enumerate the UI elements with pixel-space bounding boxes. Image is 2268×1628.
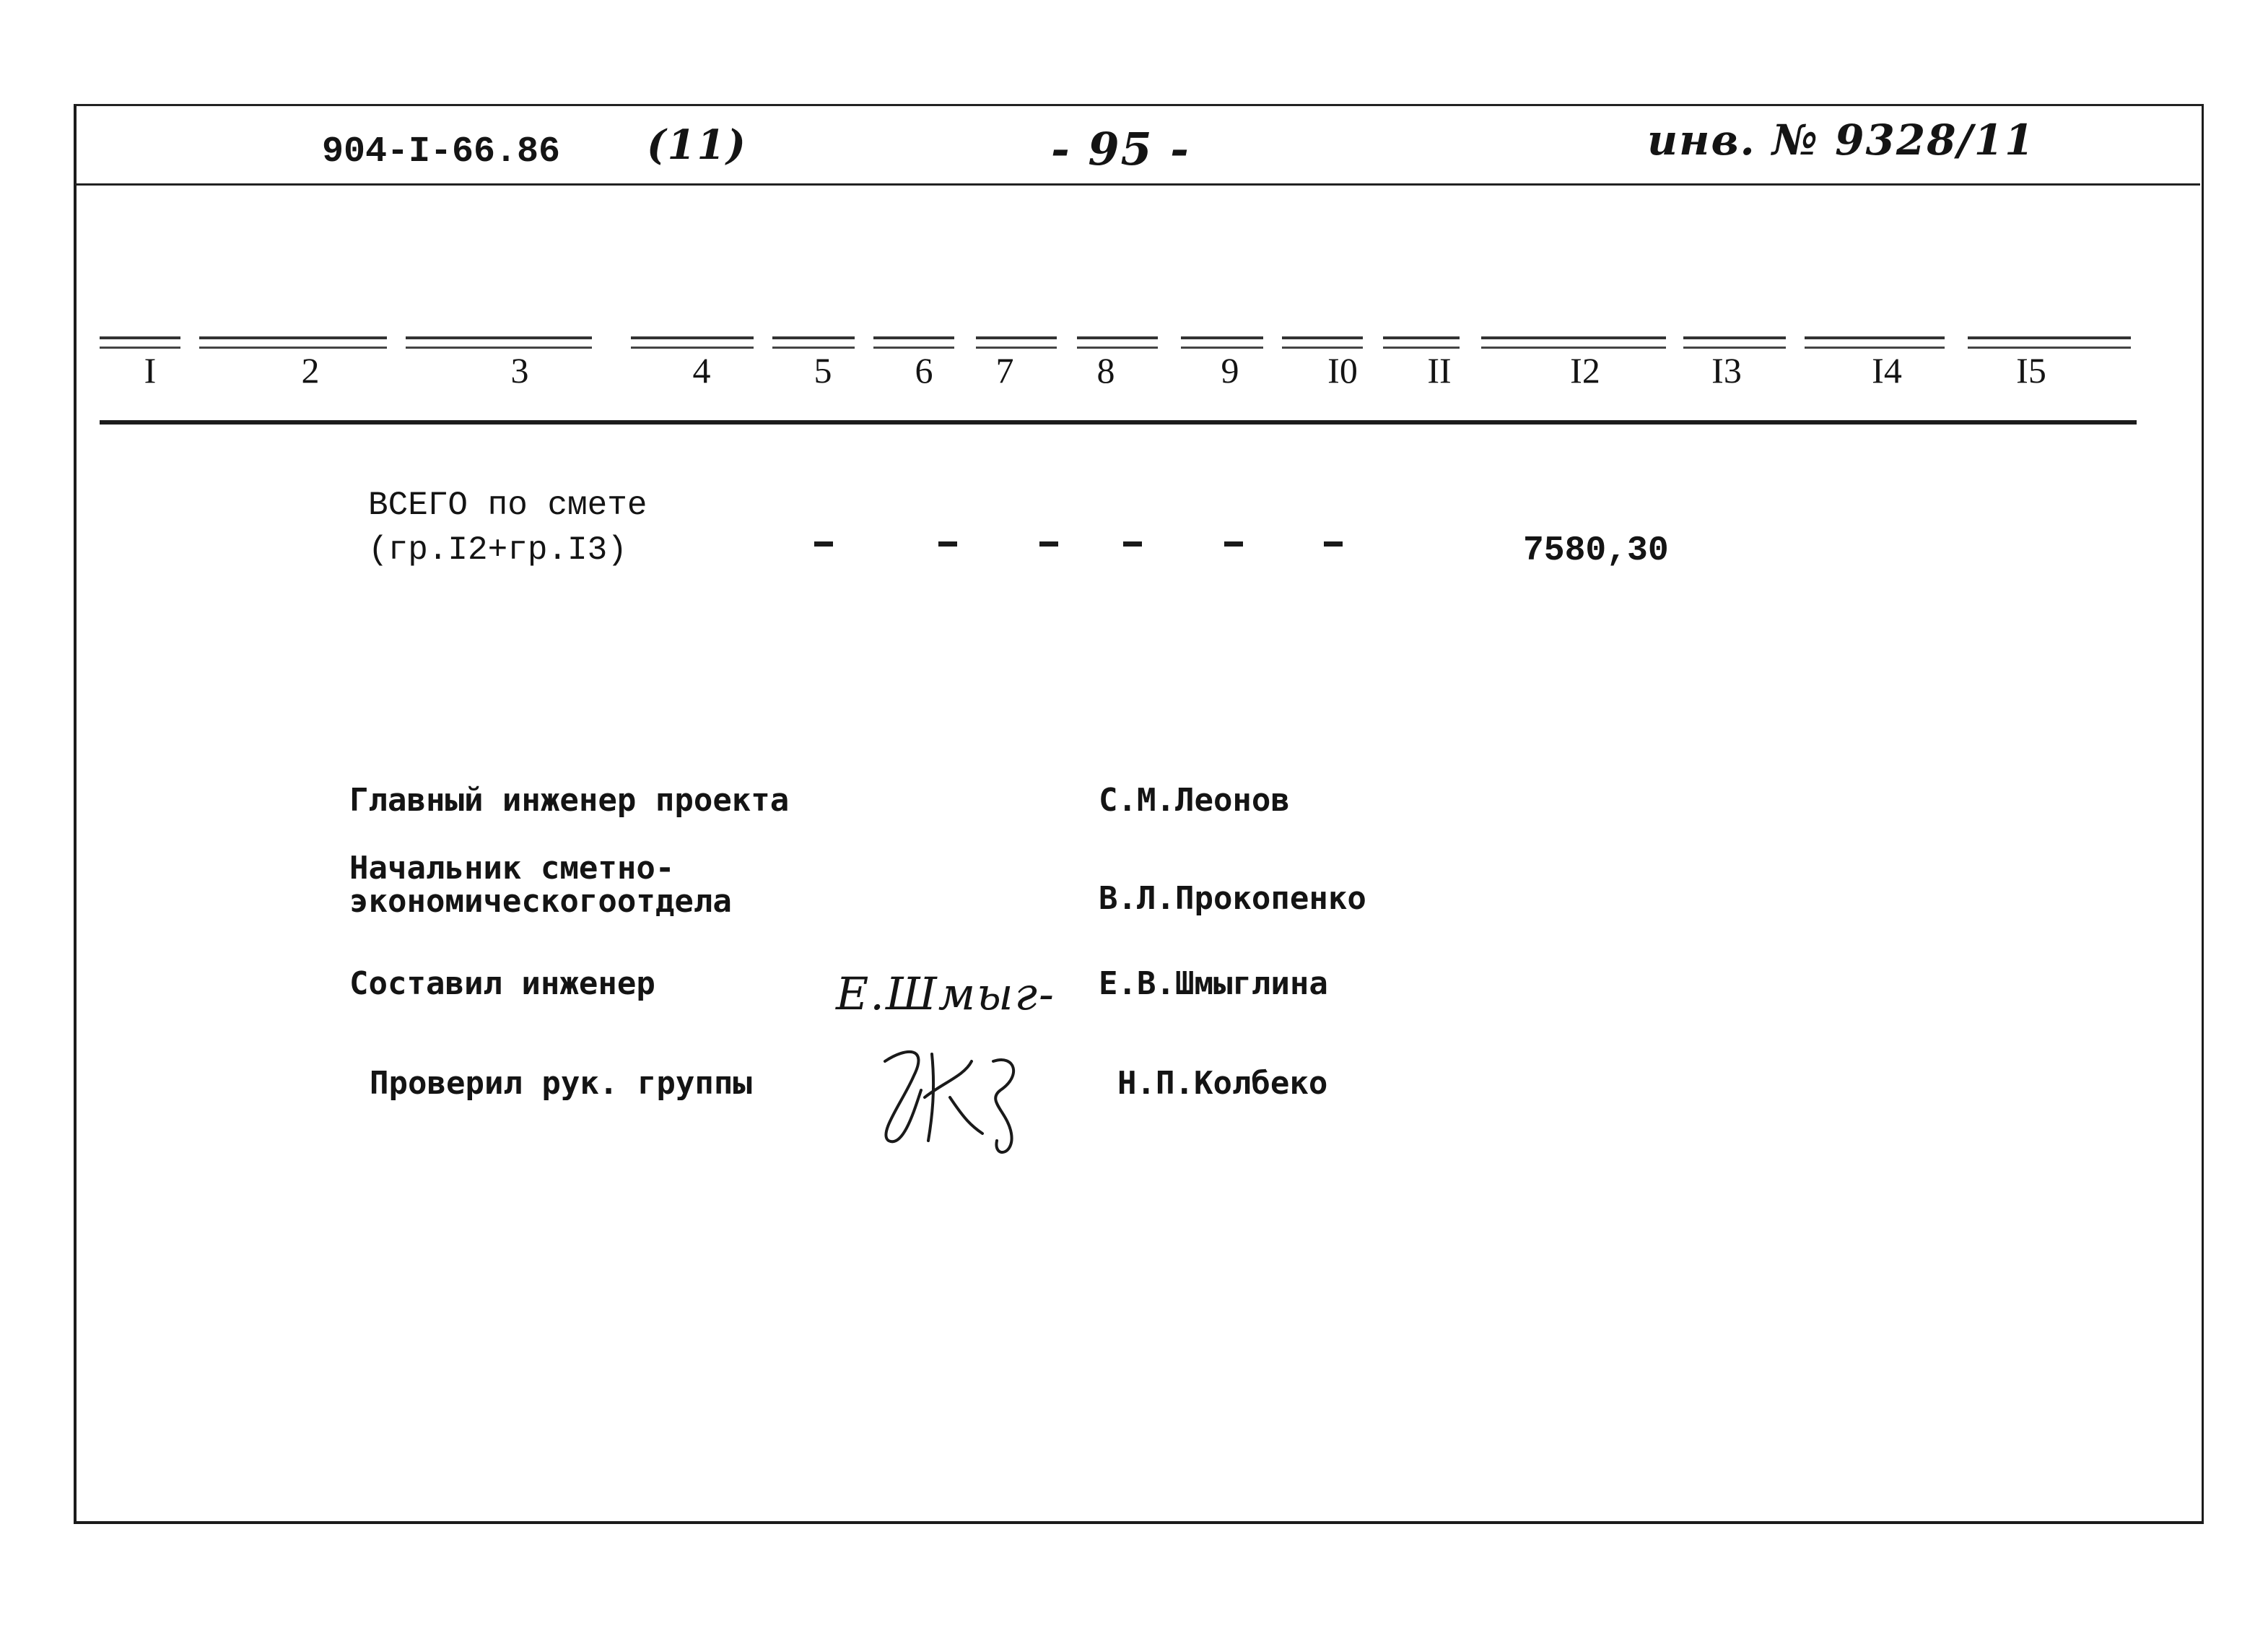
role-compiled-by: Составил инженер <box>349 965 655 1002</box>
column-dash <box>1683 336 1786 349</box>
page-number: - 95 - <box>1051 123 1190 175</box>
role-department-head-line1: Начальник сметно- <box>349 850 675 887</box>
column-number: I <box>144 350 157 391</box>
column-dash <box>1077 336 1158 349</box>
name-department-head: В.Л.Прокопенко <box>1099 880 1366 917</box>
column-number: I5 <box>2016 350 2046 391</box>
column-number: 6 <box>915 350 933 391</box>
column-number: 8 <box>1096 350 1115 391</box>
column-dash <box>406 336 592 349</box>
column-dash <box>1968 336 2131 349</box>
name-checked-by: Н.П.Колбеко <box>1117 1065 1328 1102</box>
column-number: I0 <box>1327 350 1358 391</box>
role-checked-by: Проверил рук. группы <box>370 1065 752 1102</box>
total-label-line1: ВСЕГО по смете <box>368 487 647 524</box>
column-number: 7 <box>995 350 1014 391</box>
header-rule <box>75 183 2200 186</box>
signature-checked-by <box>863 1032 1037 1162</box>
name-compiled-by: Е.В.Шмыглина <box>1099 965 1328 1002</box>
column-number: 2 <box>301 350 320 391</box>
empty-cell-dash <box>1224 541 1243 547</box>
doc-code: 904-I-66.86 <box>322 131 561 173</box>
column-dash <box>772 336 855 349</box>
total-label-line2: (гр.I2+гр.I3) <box>368 531 627 569</box>
column-dash <box>976 336 1057 349</box>
column-dash <box>1282 336 1363 349</box>
column-dash <box>631 336 754 349</box>
column-number: I3 <box>1711 350 1742 391</box>
column-dash <box>199 336 387 349</box>
column-number: 5 <box>814 350 832 391</box>
signature-compiled-by: Е.Шмыг- <box>836 967 1055 1020</box>
column-number: II <box>1427 350 1452 391</box>
name-chief-engineer: С.М.Леонов <box>1099 782 1290 819</box>
column-number: I2 <box>1570 350 1600 391</box>
column-dash <box>1181 336 1263 349</box>
role-department-head-line2: экономическогоотдела <box>349 883 732 920</box>
column-number: 4 <box>692 350 711 391</box>
role-chief-engineer: Главный инженер проекта <box>349 782 790 819</box>
column-dash <box>1481 336 1666 349</box>
column-dash <box>100 336 180 349</box>
empty-cell-dash <box>938 541 957 547</box>
inventory-note: инв. № 9328/11 <box>1647 116 2036 165</box>
column-number: 3 <box>510 350 529 391</box>
column-dash <box>1805 336 1945 349</box>
empty-cell-dash <box>1324 541 1343 547</box>
empty-cell-dash <box>1123 541 1142 547</box>
column-dash <box>873 336 954 349</box>
part-mark: (11) <box>647 121 747 169</box>
table-header-rule <box>100 420 2137 425</box>
column-dash <box>1383 336 1460 349</box>
column-number: I4 <box>1872 350 1902 391</box>
empty-cell-dash <box>814 541 833 547</box>
empty-cell-dash <box>1039 541 1058 547</box>
total-amount: 7580,30 <box>1523 531 1669 570</box>
column-number: 9 <box>1221 350 1239 391</box>
